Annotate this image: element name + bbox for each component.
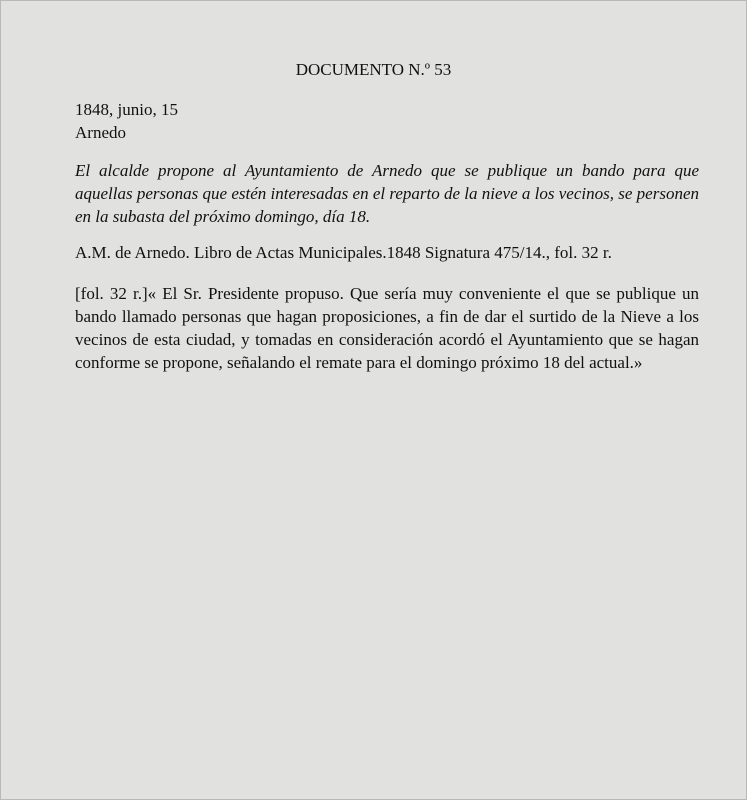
document-source: A.M. de Arnedo. Libro de Actas Municipales.1848 Signatura 475/14., fol. 32 r. [75, 243, 612, 262]
document-place: Arnedo [75, 123, 126, 142]
document-date: 1848, junio, 15 [75, 100, 178, 119]
document-summary: El alcalde propone al Ayuntamiento de Arnedo que se publique un bando para que aquellas personas que estén interesadas en el reparto de la nieve a los vecinos, se personen en la subasta del próximo domingo, día 18. [75, 161, 699, 226]
document-title: DOCUMENTO N.º 53 [295, 60, 452, 79]
document-body: [fol. 32 r.]« El Sr. Presidente propuso. Que sería muy conveniente el que se publique un bando llamado personas que hagan proposiciones, a fin de dar el surtido de la Nieve a los vecinos de esta ciudad, y tomadas en consideración acordó el Ayuntamiento que se hagan conforme se propone, señalando el remate para el domingo próximo 18 del actual.» [75, 284, 699, 372]
